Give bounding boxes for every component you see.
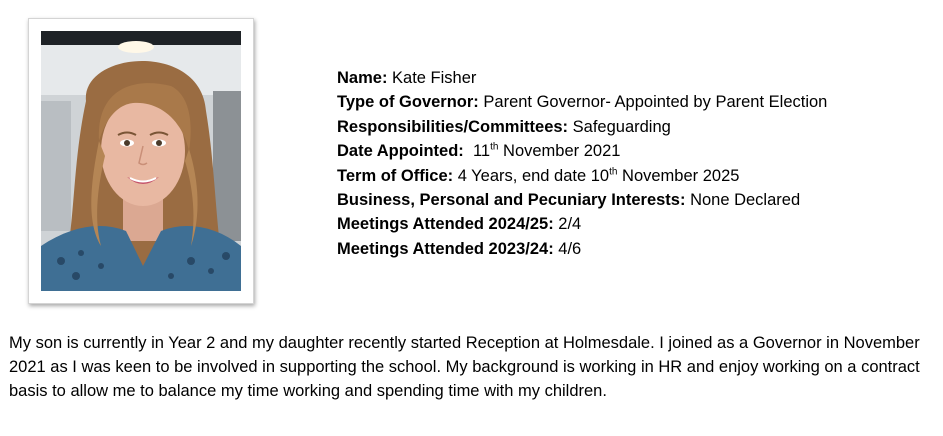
governor-details — [337, 66, 827, 261]
meetings-2425-row — [337, 212, 827, 236]
governor-type-value: Parent Governor- Appointed by Parent Election — [483, 93, 828, 112]
interests-row — [337, 188, 827, 212]
date-appointed-month-year: November 2021 — [498, 142, 621, 161]
date-appointed-label: Date Appointed: — [337, 142, 464, 161]
responsibilities-label: Responsibilities/Committees: — [337, 117, 569, 136]
name-value: Kate Fisher — [392, 69, 477, 87]
profile-photo — [41, 31, 241, 291]
date-appointed-row — [337, 139, 827, 163]
name-label: Name: — [337, 69, 388, 87]
responsibilities-value: Safeguarding — [572, 117, 671, 136]
term-of-office-row — [337, 164, 827, 188]
responsibilities-row — [337, 115, 827, 139]
profile-photo-frame — [28, 18, 254, 304]
term-of-office-end: November 2025 — [617, 166, 740, 185]
meetings-2425-label: Meetings Attended 2024/25: — [337, 215, 554, 234]
interests-label: Business, Personal and Pecuniary Interests: — [337, 191, 686, 210]
meetings-2324-value: 4/6 — [558, 239, 582, 258]
governor-bio: My son is currently in Year 2 and my daughter recently started Reception at Holmesdale. I joined as a Governor in November 2021 as I was keen to be involved in supporting the school. My background is working in HR and enjoy working on a contract basis to allow me to balance my time working and spending time with my children. — [9, 334, 920, 401]
date-appointed-day: 11 — [472, 142, 491, 161]
meetings-2425-value: 2/4 — [558, 215, 582, 234]
term-of-office-suffix: th — [609, 166, 618, 178]
governor-type-label: Type of Governor: — [337, 93, 479, 112]
meetings-2324-label: Meetings Attended 2023/24: — [337, 239, 554, 258]
portrait-image — [41, 31, 241, 291]
name-row — [337, 66, 827, 90]
meetings-2324-row — [337, 237, 827, 261]
term-of-office-value: 4 Years, end date 10 — [457, 166, 610, 185]
interests-value: None Declared — [690, 191, 801, 210]
date-appointed-suffix: th — [490, 141, 499, 153]
term-of-office-label: Term of Office: — [337, 166, 454, 185]
governor-type-row — [337, 90, 827, 114]
